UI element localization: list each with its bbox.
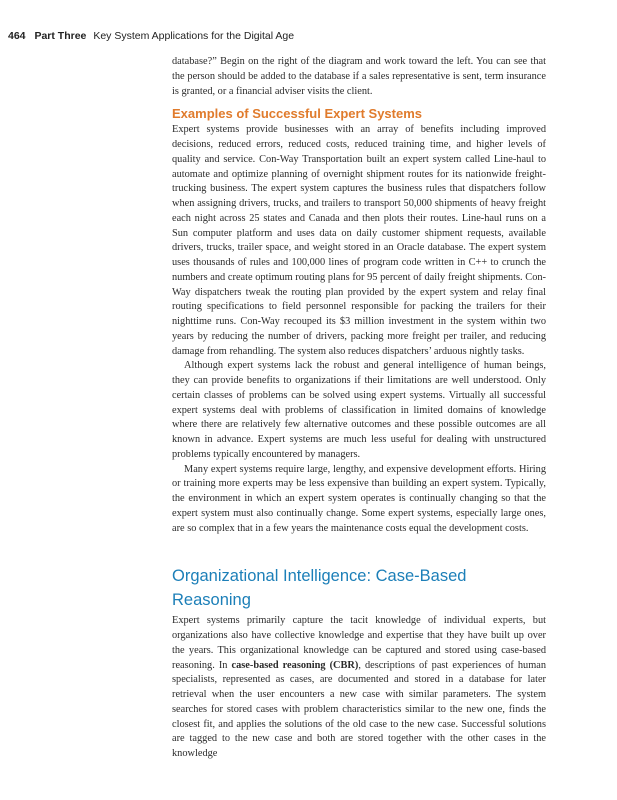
body-paragraph: Although expert systems lack the robust and general intelligence of human beings, they can provide benefits to organizations if their limitations are well understood. Only certain classes of problems can be solved using expert systems. Virtually all successful expert systems deal with problems of classification in limited domains of knowledge where there are relatively few alternative outcomes and these possible outcomes are all known in advance. Expert systems are much less useful for dealing with unstructured problems typically encountered by managers. [172,360,546,460]
cbr-text-after: , descriptions of past experiences of human specialists, represented as cases, are documented and stored in a database for later retrieval when the user encounters a new case with similar parameters. The system searches for stored cases with problem characteristics similar to the new one, finds the closest fit, and applies the solutions of the old case to the new case. Successful solutions are tagged to the new case and both are stored together with the other cases in the knowledge [172,659,547,759]
section-heading-examples: Examples of Successful Expert Systems [172,106,423,122]
page-body [172,55,546,762]
intro-paragraph: database?” Begin on the right of the diagram and work toward the left. You can see that the person should be added to the database if a sales representative is sent, term insurance is granted, or a financial adviser visits the client. [172,56,546,97]
part-label: Part Three [34,30,87,42]
section-heading-cbr: Organizational Intelligence: Case-Based Reasoning [172,567,467,610]
cbr-text-before: Expert systems primarily capture the tacit knowledge of individual experts, but organizations also have collective knowledge and expertise that they have built up over the years. This organizational knowledge can be captured and stored using case-based reasoning. In [172,615,546,671]
book-title: Key System Applications for the Digital Age [93,30,295,42]
key-term: case-based reasoning (CBR) [231,659,359,671]
page-number: 464 [8,30,26,42]
body-paragraph: Many expert systems require large, lengthy, and expensive development efforts. Hiring or training more experts may be less expensive than building an expert system. Typically, the environment in which an expert system operates is continually changing so that the expert system must also continually change. Some expert systems, especially large ones, are so complex that in a few years the maintenance costs equal the development costs. [172,463,546,534]
body-paragraph-cbr [172,614,546,762]
body-paragraph: Expert systems provide businesses with an array of benefits including improved decisions, reduced errors, reduced costs, reduced training time, and higher levels of quality and service. Con-Way Transportation built an expert system called Line-haul to automate and optimize planning of overnight shipment routes for its nationwide freight-trucking business. The expert system captures the business rules that dispatchers follow when assigning drivers, trucks, and trailers to transport 50,000 shipments of heavy freight each night across 25 states and Canada and then plots their routes. Line-haul runs on a Sun computer platform and uses data on daily customer shipment requests, available drivers, trucks, trailer space, and weight stored in an Oracle database. The expert system uses thousands of rules and 100,000 lines of program code written in C++ to crunch the numbers and create optimum routing plans for 95 percent of daily freight shipments. Con-Way dispatchers tweak the routing plan provided by the expert system and relay final routing specifications to field personnel responsible for packing the trailers for their nighttime runs. Con-Way recouped its $3 million investment in the system within two years by reducing the number of drivers, packing more freight per trailer, and reducing damage from rehandling. The system also reduces dispatchers’ arduous nightly tasks. [172,124,546,357]
running-head [8,30,294,42]
